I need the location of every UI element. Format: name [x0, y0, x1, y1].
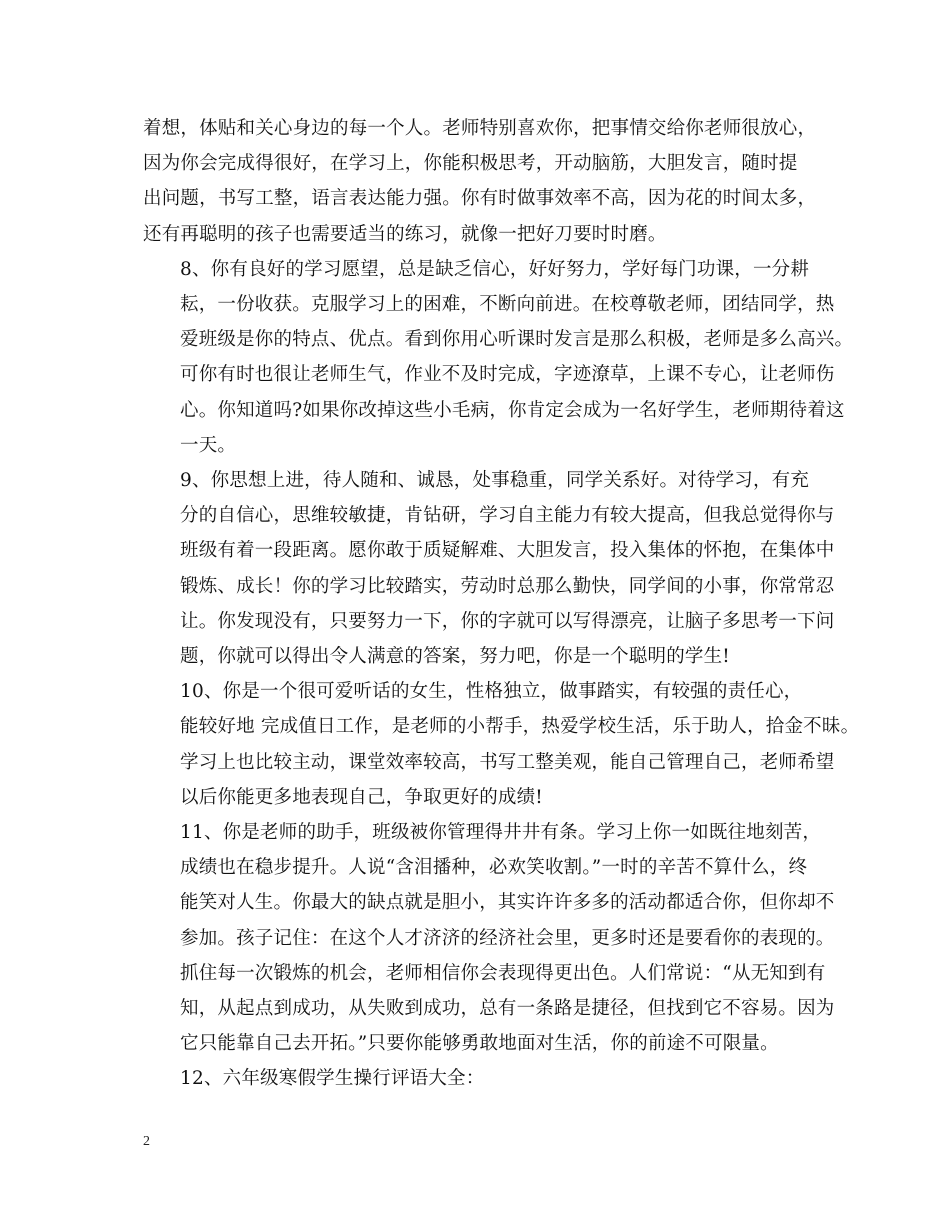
paragraph-line: 能较好地 完成值日工作，是老师的小帮手，热爱学校生活，乐于助人，拾金不昧。 [180, 716, 860, 738]
paragraph [143, 463, 835, 674]
paragraph-line: 一天。 [180, 434, 237, 456]
paragraph-line: 耘，一份收获。克服学习上的困难，不断向前进。在校尊敬老师，团结同学，热 [180, 294, 835, 316]
paragraph-line: 知，从起点到成功，从失败到成功，总有一条路是捷径，但找到它不容易。因为 [180, 998, 835, 1020]
paragraph-line: 爱班级是你的特点、优点。看到你用心听课时发言是那么积极，老师是多么高兴。 [180, 329, 854, 351]
paragraph-line: 成绩也在稳步提升。人说“含泪播种，必欢笑收割。”一时的辛苦不算什么，终 [180, 857, 808, 879]
paragraph [143, 815, 835, 1061]
document-body [143, 111, 860, 1097]
paragraph-line: 题，你就可以得出令人满意的答案，努力吧，你是一个聪明的学生! [180, 646, 730, 668]
page-number: 2 [143, 1134, 150, 1149]
paragraph-line: 可你有时也很让老师生气，作业不及时完成，字迹潦草，上课不专心，让老师伤 [180, 364, 835, 386]
paragraph-line: 分的自信心，思维较敏捷，肯钻研，学习自主能力有较大提高，但我总觉得你与 [180, 505, 835, 527]
paragraph-line: 能笑对人生。你最大的缺点就是胆小，其实许许多多的活动都适合你，但你却不 [180, 892, 835, 914]
paragraph-line: 锻炼、成长！你的学习比较踏实，劳动时总那么勤快，同学间的小事，你常常忍 [180, 575, 835, 597]
paragraph-line: 因为你会完成得很好，在学习上，你能积极思考，开动脑筋，大胆发言，随时提 [143, 153, 798, 175]
paragraph-line: 12、六年级寒假学生操行评语大全： [180, 1068, 485, 1090]
paragraph-line: 8、你有良好的学习愿望，总是缺乏信心，好好努力，学好每门功课，一分耕 [180, 258, 810, 280]
paragraph-line: 抓住每一次锻炼的机会，老师相信你会表现得更出色。人们常说：“从无知到有 [180, 962, 826, 984]
paragraph [143, 111, 817, 252]
paragraph-line: 11、你是老师的助手，班级被你管理得井井有条。学习上你一如既往地刻苦， [180, 822, 822, 844]
paragraph [143, 252, 854, 463]
paragraph-line: 参加。孩子记住：在这个人才济济的经济社会里，更多时还是要看你的表现的。 [180, 927, 835, 949]
paragraph-line: 9、你思想上进，待人随和、诚恳，处事稳重，同学关系好。对待学习，有充 [180, 470, 810, 492]
paragraph-line: 还有再聪明的孩子也需要适当的练习，就像一把好刀要时时磨。 [143, 223, 667, 245]
paragraph-line: 出问题，书写工整，语言表达能力强。你有时做事效率不高，因为花的时间太多， [143, 188, 817, 210]
paragraph-line: 着想，体贴和关心身边的每一个人。老师特别喜欢你，把事情交给你老师很放心， [143, 118, 817, 139]
paragraph-line: 以后你能更多地表现自己，争取更好的成绩! [180, 786, 543, 808]
paragraph [143, 1061, 813, 1096]
paragraph-line: 心。你知道吗?如果你改掉这些小毛病，你肯定会成为一名好学生，老师期待着这 [180, 399, 845, 421]
paragraph-line: 它只能靠自己去开拓。”只要你能够勇敢地面对生活，你的前途不可限量。 [180, 1033, 779, 1055]
paragraph-line: 10、你是一个很可爱听话的女生，性格独立，做事踏实，有较强的责任心， [180, 681, 803, 703]
paragraph [143, 674, 860, 815]
paragraph-line: 班级有着一段距离。愿你敢于质疑解难、大胆发言，投入集体的怀抱，在集体中 [180, 540, 835, 562]
paragraph-line: 让。你发现没有，只要努力一下，你的字就可以写得漂亮，让脑子多思考一下问 [180, 610, 835, 632]
paragraph-line: 学习上也比较主动，课堂效率较高，书写工整美观，能自己管理自己，老师希望 [180, 751, 835, 773]
